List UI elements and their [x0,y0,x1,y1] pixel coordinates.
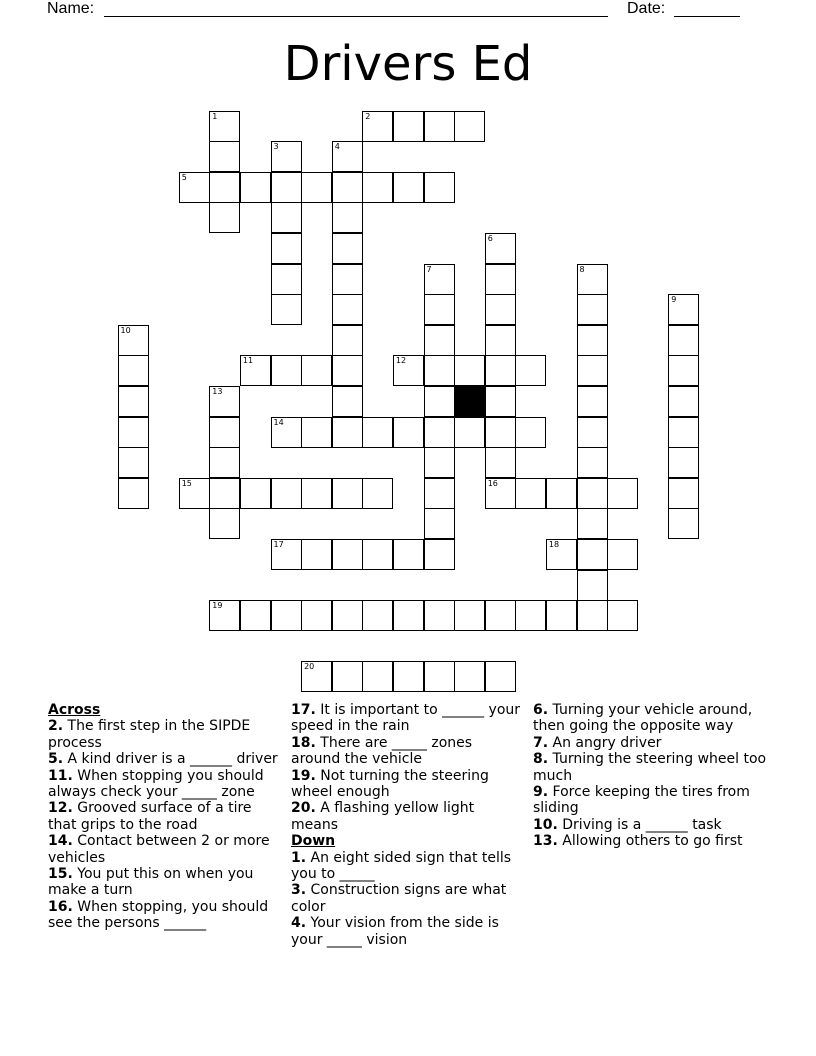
date-label: Date: [627,0,666,17]
cell-number: 7 [426,264,432,274]
crossword-cell[interactable] [209,141,240,172]
crossword-cell[interactable] [301,478,332,509]
crossword-cell[interactable] [240,172,271,203]
crossword-cell[interactable] [271,600,302,631]
cell-number: 17 [273,539,284,549]
crossword-cell[interactable] [424,508,455,539]
crossword-cell[interactable] [209,600,240,631]
crossword-cell[interactable] [515,417,546,448]
crossword-cell[interactable] [362,417,393,448]
crossword-cell[interactable] [577,355,608,386]
crossword-cell[interactable] [577,478,608,509]
crossword-cell[interactable] [271,355,302,386]
clue-down: 9. Force keeping the tires from sliding [533,784,750,817]
crossword-cell[interactable] [301,172,332,203]
crossword-cell[interactable] [271,202,302,233]
crossword-cell[interactable] [424,111,455,142]
crossword-cell[interactable] [301,417,332,448]
crossword-cell[interactable] [424,661,455,692]
crossword-cell[interactable] [332,264,363,295]
cell-number: 4 [334,142,340,152]
crossword-cell[interactable] [485,600,516,631]
crossword-cell[interactable] [362,539,393,570]
crossword-cell[interactable] [424,417,455,448]
crossword-cell[interactable] [515,355,546,386]
clue-across: 12. Grooved surface of a tire that grips to the road [48,800,252,833]
crossword-cell[interactable] [546,478,577,509]
crossword-cell[interactable] [485,417,516,448]
crossword-cell[interactable] [362,478,393,509]
clue-down: 4. Your vision from the side is your _____ vision [291,915,499,948]
clue-across: 14. Contact between 2 or more vehicles [48,833,270,866]
crossword-cell[interactable] [332,417,363,448]
clue-across: 18. There are _____ zones around the vehicle [291,734,473,768]
crossword-cell[interactable] [485,447,516,478]
crossword-cell[interactable] [332,233,363,264]
crossword-cell[interactable] [332,325,363,356]
crossword-cell[interactable] [424,386,455,417]
crossword-cell[interactable] [209,508,240,539]
crossword-cell[interactable] [485,294,516,325]
cell-number: 18 [548,539,560,549]
crossword-cell[interactable] [577,386,608,417]
crossword-cell[interactable] [577,417,608,448]
page-title: Drivers Ed [283,36,533,92]
crossword-cell[interactable] [546,600,577,631]
clue-across: 2. The first step in the SIPDE process [48,718,251,751]
clue-across: 19. Not turning the steering wheel enough [291,767,489,801]
crossword-cell[interactable] [332,355,363,386]
crossword-cell[interactable] [424,539,455,570]
crossword-cell[interactable] [393,539,424,570]
crossword-cell[interactable] [577,294,608,325]
crossword-cell[interactable] [454,417,485,448]
crossword-cell[interactable] [332,661,363,692]
crossword-cell[interactable] [332,294,363,325]
crossword-cell[interactable] [118,478,149,509]
clue-across: 11. When stopping you should always check your _____ zone [48,767,264,801]
crossword-cell[interactable] [485,233,516,264]
crossword-cell[interactable] [577,264,608,295]
crossword-cell[interactable] [485,355,516,386]
crossword-cell[interactable] [577,600,608,631]
crossword-cell[interactable] [424,447,455,478]
crossword-cell[interactable] [668,386,699,417]
crossword-cell[interactable] [240,355,271,386]
crossword-cell[interactable] [485,478,516,509]
crossword-cell[interactable] [332,172,363,203]
crossword-cell[interactable] [209,111,240,142]
crossword-cell[interactable] [301,600,332,631]
clue-down: 10. Driving is a ______ task [533,816,722,833]
clue-across: 20. A flashing yellow light means [291,800,475,833]
cell-number: 1 [212,111,218,121]
name-label: Name: [47,0,95,17]
crossword-cell[interactable] [424,325,455,356]
crossword-cell[interactable] [393,417,424,448]
crossword-cell[interactable] [240,600,271,631]
across-heading: Across [48,702,101,718]
crossword-cell[interactable] [607,600,638,631]
crossword-cell[interactable] [424,294,455,325]
crossword-cell[interactable] [424,355,455,386]
crossword-cell[interactable] [454,355,485,386]
crossword-cell[interactable] [393,661,424,692]
clue-down: 1. An eight sided sign that tells you to _____ [291,849,512,883]
cell-number: 11 [242,356,254,366]
crossword-cell[interactable] [668,294,699,325]
clue-across: 15. You put this on when you make a turn [48,866,254,899]
crossword-cell[interactable] [668,447,699,478]
crossword-cell[interactable] [424,264,455,295]
crossword-cell[interactable] [362,661,393,692]
black-square [454,386,485,417]
clue-down: 3. Construction signs are what color [291,882,507,915]
cell-number: 2 [365,111,371,121]
crossword-cell[interactable] [546,539,577,570]
crossword-cell[interactable] [515,600,546,631]
crossword-cell[interactable] [118,417,149,448]
crossword-cell[interactable] [271,539,302,570]
crossword-cell[interactable] [332,478,363,509]
clue-down: 7. An angry driver [533,734,662,751]
crossword-cell[interactable] [485,386,516,417]
crossword-cell[interactable] [209,386,240,417]
crossword-cell[interactable] [118,355,149,386]
cell-number: 15 [181,478,192,488]
crossword-cell[interactable] [577,325,608,356]
crossword-cell[interactable] [332,202,363,233]
clue-down: 6. Turning your vehicle around, then going the opposite way [533,702,753,735]
crossword-cell[interactable] [271,264,302,295]
crossword-cell[interactable] [424,600,455,631]
crossword-cell[interactable] [362,600,393,631]
crossword-cell[interactable] [668,355,699,386]
crossword-cell[interactable] [485,661,516,692]
crossword-cell[interactable] [240,478,271,509]
crossword-cell[interactable] [668,325,699,356]
crossword-cell[interactable] [454,111,485,142]
crossword-cell[interactable] [179,172,210,203]
cell-number: 6 [487,233,493,243]
crossword-cell[interactable] [271,172,302,203]
crossword-cell[interactable] [332,600,363,631]
crossword-cell[interactable] [393,172,424,203]
crossword-cell[interactable] [668,478,699,509]
crossword-cell[interactable] [301,539,332,570]
crossword-cell[interactable] [454,600,485,631]
crossword-cell[interactable] [271,233,302,264]
crossword-cell[interactable] [271,478,302,509]
crossword-cell[interactable] [209,478,240,509]
cell-number: 20 [304,662,315,672]
crossword-cell[interactable] [668,508,699,539]
crossword-cell[interactable] [454,661,485,692]
crossword-cell[interactable] [424,478,455,509]
crossword-cell[interactable] [332,141,363,172]
crossword-cell[interactable] [209,447,240,478]
clue-down: 8. Turning the steering wheel too much [533,751,767,784]
crossword-cell[interactable] [362,111,393,142]
crossword-cell[interactable] [118,447,149,478]
crossword-cell[interactable] [118,386,149,417]
crossword-cell[interactable] [209,417,240,448]
crossword-cell[interactable] [485,264,516,295]
crossword-cell[interactable] [577,539,608,570]
crossword-cell[interactable] [393,600,424,631]
cell-number: 14 [273,417,284,427]
crossword-cell[interactable] [393,111,424,142]
crossword-cell[interactable] [271,294,302,325]
crossword-cell[interactable] [424,172,455,203]
clues-column-2 [291,702,523,948]
clue-across: 5. A kind driver is a ______ driver [48,751,278,768]
cell-number: 16 [487,478,498,488]
crossword-cell[interactable] [118,325,149,356]
cell-number: 3 [273,142,279,152]
crossword-cell[interactable] [668,417,699,448]
crossword-cell[interactable] [515,478,546,509]
crossword-cell[interactable] [577,570,608,601]
crossword-cell[interactable] [393,355,424,386]
crossword-cell[interactable] [577,508,608,539]
crossword-cell[interactable] [607,478,638,509]
crossword-cell[interactable] [607,539,638,570]
cell-number: 8 [579,264,585,274]
clue-across: 17. It is important to ______ your speed in the rain [291,702,521,735]
cell-number: 9 [671,295,677,305]
clues-column-3 [533,702,773,850]
crossword-cell[interactable] [209,172,240,203]
crossword-cell[interactable] [271,141,302,172]
crossword-cell[interactable] [332,386,363,417]
crossword-cell[interactable] [332,539,363,570]
crossword-cell[interactable] [271,417,302,448]
crossword-cell[interactable] [209,202,240,233]
cell-number: 5 [181,172,187,182]
clue-across: 16. When stopping, you should see the persons ______ [48,898,269,932]
down-heading: Down [291,833,336,850]
crossword-cell[interactable] [577,447,608,478]
crossword-cell[interactable] [301,661,332,692]
cell-number: 12 [395,356,407,366]
crossword-cell[interactable] [301,355,332,386]
clues-column-1 [48,702,280,932]
crossword-cell[interactable] [485,325,516,356]
crossword-cell[interactable] [179,478,210,509]
cell-number: 19 [212,601,223,611]
crossword-cell[interactable] [362,172,393,203]
cell-number: 10 [120,325,131,335]
cell-number: 13 [212,386,223,396]
clue-down: 13. Allowing others to go first [533,833,743,850]
